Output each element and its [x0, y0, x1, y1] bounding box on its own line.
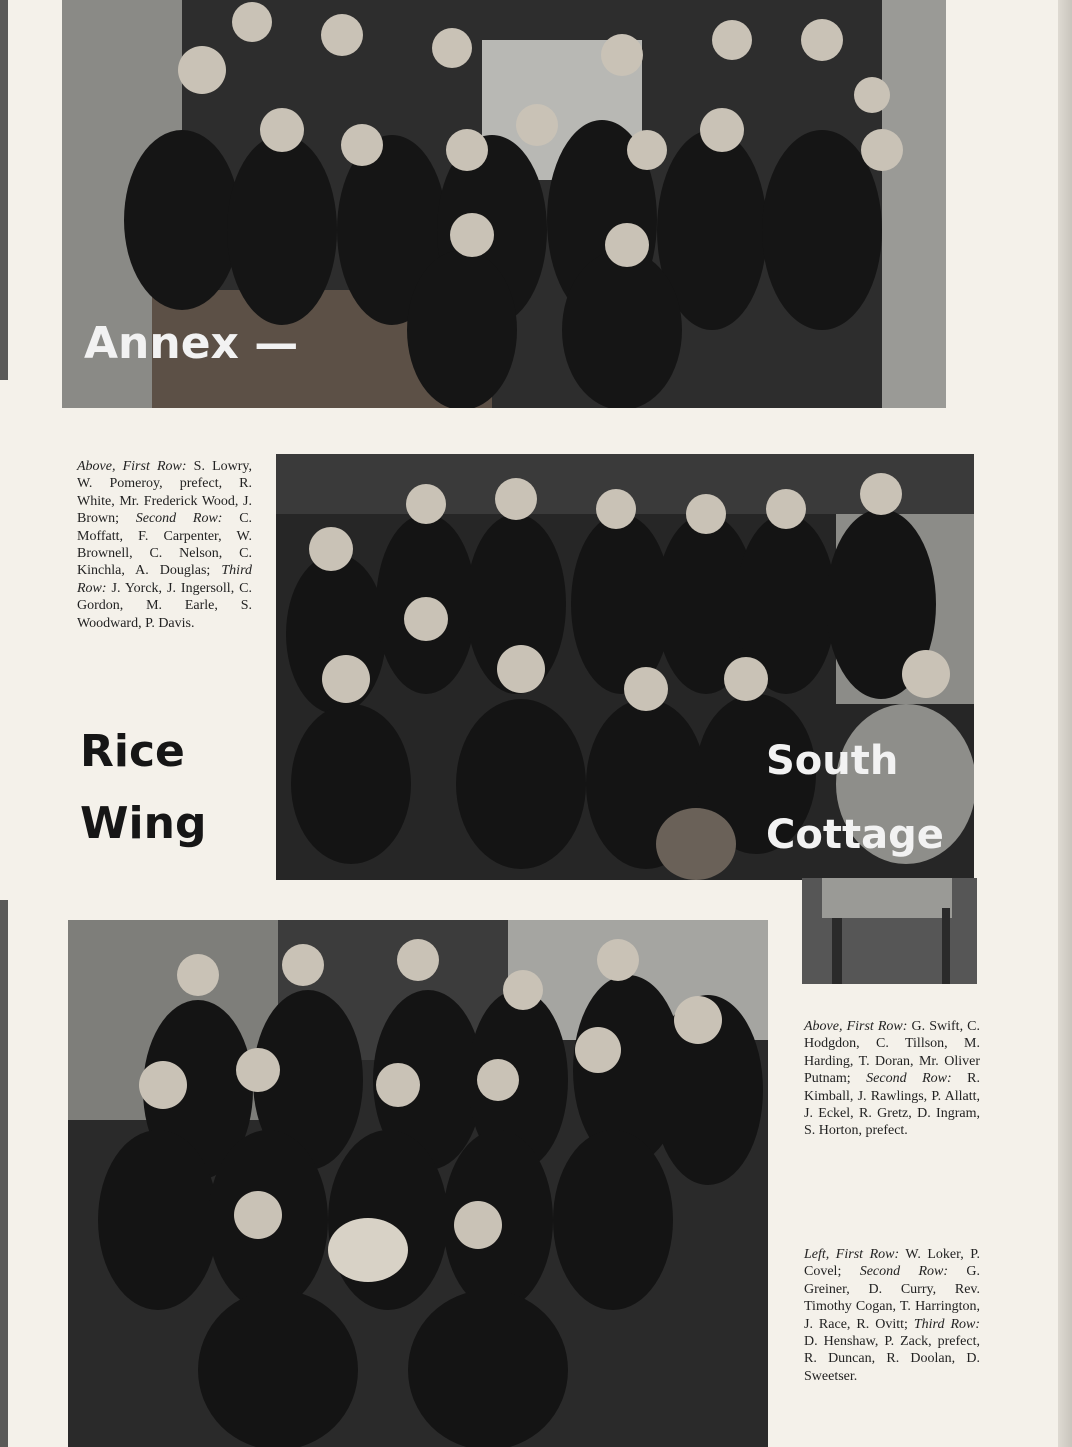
rice-caption-row3-names: D. Henshaw, P. Zack, prefect, R. Duncan, R. Doolan, D. Sweetser. — [804, 1334, 980, 1384]
rice-wing-caption — [804, 1246, 980, 1385]
south-cottage-photo-extension-figures — [802, 878, 977, 984]
south-caption-row1-label: Above, First Row: — [804, 1019, 908, 1034]
rice-wing-title-line2: Wing — [80, 798, 207, 849]
rice-caption-row3-label: Third Row: — [913, 1316, 981, 1332]
rice-wing-title-line1: Rice — [80, 726, 185, 777]
annex-caption-row3-names: J. Yorck, J. Ingersoll, C. Gordon, M. Earle, S. Woodward, P. Davis. — [77, 580, 252, 631]
annex-caption-row1-names: S. Lowry, W. Pomeroy, prefect, R. White, Mr. Frederick Wood, J. Brown; — [77, 459, 253, 527]
annex-caption — [77, 458, 252, 632]
rice-caption-row1-label: Left, First Row: — [804, 1247, 900, 1262]
south-cottage-caption — [804, 1018, 980, 1140]
annex-caption-row3-label: Third Row: — [77, 563, 252, 596]
rice-caption-row1-names: W. Loker, P. Covel; — [804, 1247, 980, 1280]
south-cottage-title-line1: South — [766, 738, 899, 784]
south-cottage-photo-extension — [802, 878, 977, 984]
page-edge-left-bottom — [0, 900, 8, 1447]
annex-caption-row1-label: Above, First Row: — [77, 459, 187, 474]
annex-title: Annex — — [84, 318, 299, 369]
rice-wing-group-photo — [68, 920, 768, 1447]
rice-caption-row2-label: Second Row: — [859, 1264, 949, 1280]
south-caption-row1-names: G. Swift, C. Hodgdon, C. Tillson, M. Harding, T. Doran, Mr. Oliver Putnam; — [804, 1019, 980, 1087]
annex-caption-row2-label: Second Row: — [135, 511, 223, 527]
rice-wing-photo-figures — [68, 920, 768, 1447]
south-caption-row2-label: Second Row: — [866, 1071, 952, 1087]
page-edge-left-top — [0, 0, 8, 380]
page-edge-right — [1058, 0, 1072, 1447]
rice-caption-row2-names: G. Greiner, D. Curry, Rev. Timothy Cogan, T. Harrington, J. Race, R. Ovitt; — [804, 1264, 981, 1332]
annex-caption-row2-names: C. Moffatt, F. Carpenter, W. Brownell, C. Nelson, C. Kinchla, A. Douglas; — [77, 511, 253, 579]
south-caption-row2-names: R. Kimball, J. Rawlings, P. Allatt, J. Eckel, R. Gretz, D. Ingram, S. Horton, prefect. — [804, 1071, 980, 1139]
south-cottage-title-line2: Cottage — [766, 812, 944, 858]
